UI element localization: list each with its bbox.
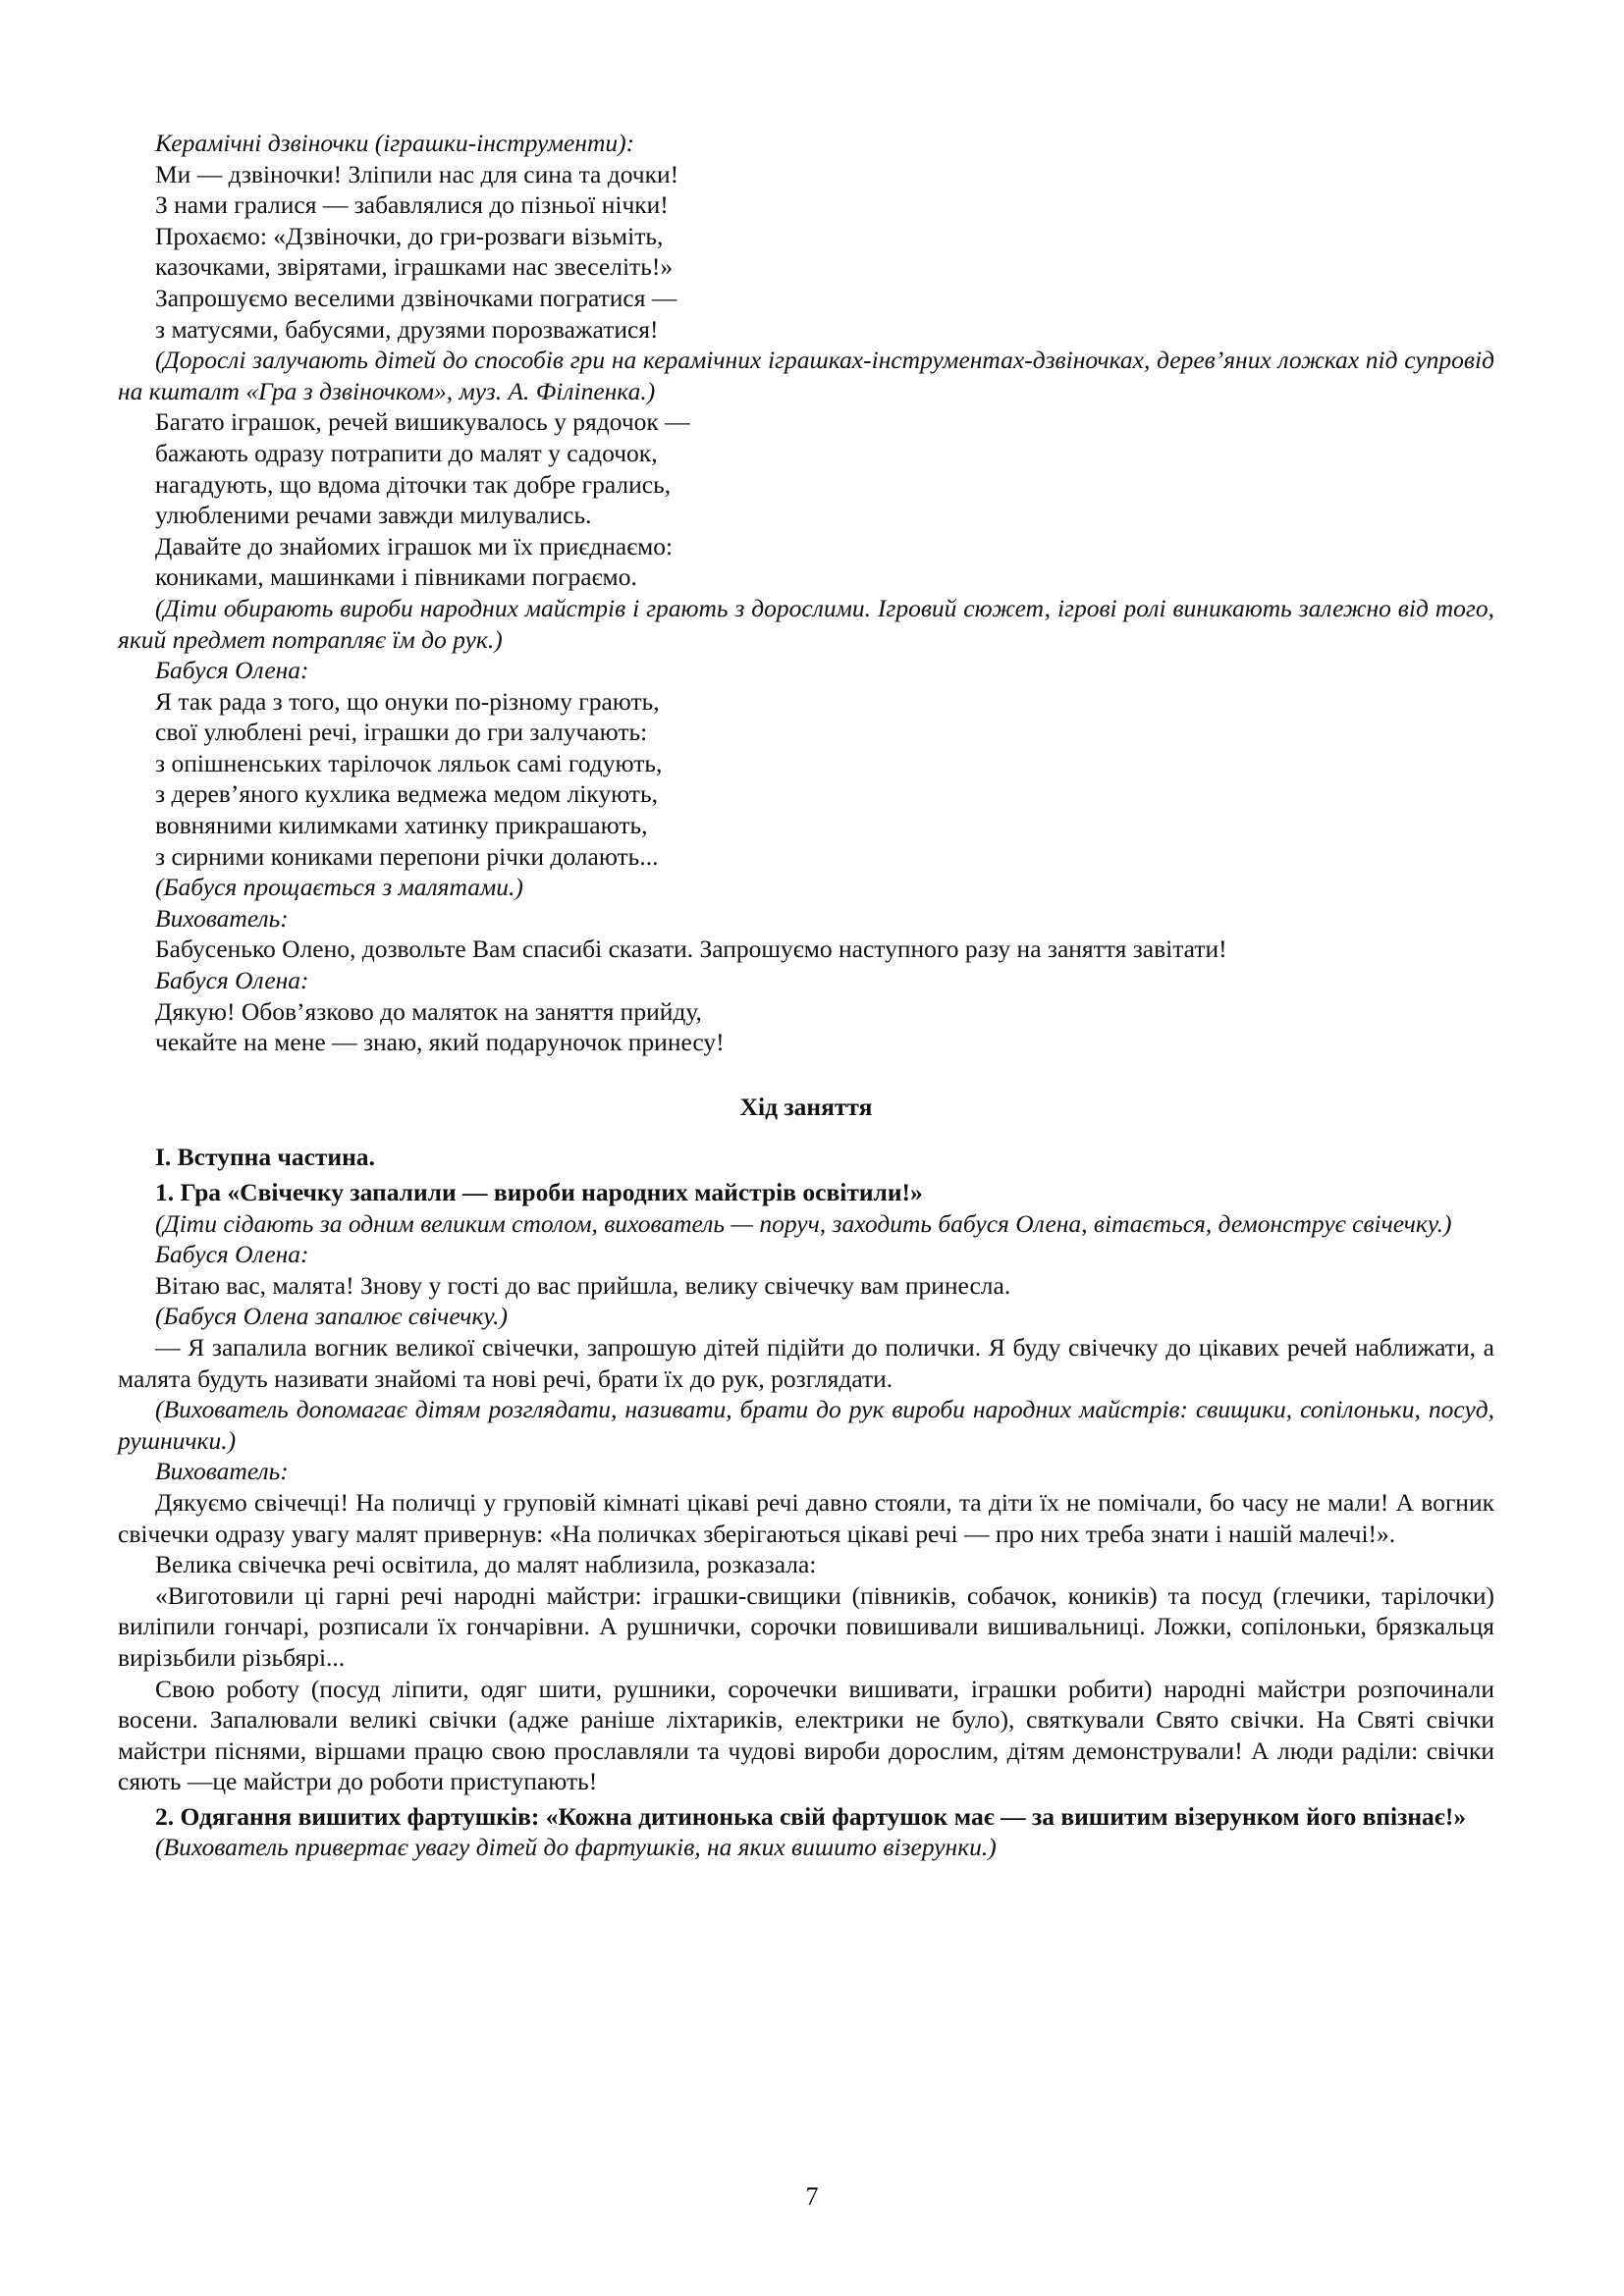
verse-line: з дерев’яного кухлика ведмежа медом лікують, bbox=[155, 779, 658, 809]
verse-line: З нами гралися — забавлялися до пізньої нічки! bbox=[155, 190, 669, 220]
game-title: 2. Одягання вишитих фартушків: «Кожна дитинонька свій фартушок має — за вишитим візерунком його впізнає!» bbox=[155, 1801, 1467, 1831]
speaker-label: Вихователь: bbox=[155, 903, 289, 933]
verse-line: Ми — дзвіночки! Зліпили нас для сина та дочки! bbox=[155, 159, 679, 188]
speaker-label: Керамічні дзвіночки (іграшки-інструменти): bbox=[155, 129, 635, 157]
document-page bbox=[118, 128, 1494, 1863]
stage-direction: (Діти обирають вироби народних майстрів і грають з дорослими. Ігровий сюжет, ігрові ролі виникають залежно від того, який предмет потрапляє їм до рук.) bbox=[118, 593, 1494, 654]
verse-line: Давайте до знайомих іграшок ми їх приєднаємо: bbox=[155, 531, 674, 561]
stage-direction: (Вихователь привертає увагу дітей до фартушків, на яких вишито візерунки.) bbox=[155, 1833, 997, 1862]
grandma-verse bbox=[118, 686, 1494, 873]
verse-line: улюбленими речами завжди милувались. bbox=[155, 501, 592, 530]
verse-line: Дякую! Обов’язково до маляток на заняття прийду, bbox=[155, 996, 702, 1026]
dialogue-paragraph: Дякуємо свічечці! На поличці у груповій кімнаті цікаві речі давно стояли, та діти їх не помічали, бо часу не мали! А вогник свічечки одразу увагу малят привернув: «На поличках зберігаються цікаві речі — про них треба знати і нашій малечі!». bbox=[118, 1487, 1494, 1548]
verse-line: Багато іграшок, речей вишикувалось у рядочок — bbox=[155, 407, 690, 437]
dialogue-paragraph: Свою роботу (посуд ліпити, одяг шити, рушники, сорочечки вишивати, іграшки робити) народні майстри розпочинали восени. Запалювали великі свічки (адже раніше ліхтариків, електрики не було), святкували Свято свічки. На Святі свічки майстри піснями, віршами працю свою прославляли та чудові вироби дорослим, дітям демонстрували! А люди раділи: свічки сяють —це майстри до роботи приступають! bbox=[118, 1674, 1494, 1796]
verse-line: з сирними кониками перепони річки долають... bbox=[155, 841, 659, 871]
verse-line: бажають одразу потрапити до малят у садочок, bbox=[155, 438, 658, 467]
bells-verse bbox=[118, 159, 1494, 346]
game-title: 1. Гра «Свічечку запалили — вироби народних майстрів освітили!» bbox=[155, 1178, 923, 1206]
verse-line: свої улюблені речі, іграшки до гри залучають: bbox=[155, 718, 648, 747]
verse-line: чекайте на мене — знаю, який подаруночок принесу! bbox=[155, 1028, 725, 1057]
verse-line: казочками, звірятами, іграшками нас звеселіть!» bbox=[155, 252, 674, 282]
speaker-label: Бабуся Олена: bbox=[155, 966, 309, 995]
stage-direction: (Бабуся прощається з малятами.) bbox=[155, 873, 523, 902]
verse-line: з матусями, бабусями, друзями порозважатися! bbox=[155, 314, 659, 344]
stage-direction: (Діти сідають за одним великим столом, вихователь — поруч, заходить бабуся Олена, вітається, демонструє свічечку.) bbox=[155, 1208, 1452, 1238]
part-heading: І. Вступна частина. bbox=[155, 1143, 375, 1172]
dialogue-line: Бабусенько Олено, дозвольте Вам спасибі сказати. Запрошуємо наступного разу на заняття завітати! bbox=[155, 934, 1227, 964]
speaker-label: Бабуся Олена: bbox=[155, 656, 309, 685]
section-heading: Хід заняття bbox=[739, 1092, 873, 1121]
verse-line: Запрошуємо веселими дзвіночками погратися — bbox=[155, 283, 677, 312]
dialogue-paragraph: — Я запалила вогник великої свічечки, запрошую дітей підійти до полички. Я буду свічечку до цікавих речей наближати, а малята будуть називати знайомі та нові речі, брати їх до рук, розглядати. bbox=[118, 1332, 1494, 1393]
verse-line: з опішненських тарілочок ляльок самі годують, bbox=[155, 748, 663, 777]
toys-verse bbox=[118, 406, 1494, 593]
verse-line: Я так рада з того, що онуки по-різному грають, bbox=[155, 686, 660, 716]
stage-direction: (Дорослі залучають дітей до способів гри на керамічних іграшках-інструментах-дзвіночках, дерев’яних ложках під супровід на кшталт «Гра з дзвіночком», муз. А. Філіпенка.) bbox=[118, 346, 1494, 405]
dialogue-paragraph: Вітаю вас, малята! Знову у гості до вас прийшла, велику свічечку вам принесла. bbox=[155, 1270, 1011, 1300]
speaker-label: Вихователь: bbox=[155, 1457, 289, 1486]
stage-direction: (Вихователь допомагає дітям розглядати, називати, брати до рук вироби народних майстрів: свищики, сопілоньки, посуд, рушнички.) bbox=[118, 1395, 1494, 1455]
verse-line: кониками, машинками і півниками пограємо. bbox=[155, 562, 637, 592]
verse-line: Прохаємо: «Дзвіночки, до гри-розваги візьміть, bbox=[155, 221, 664, 250]
dialogue-paragraph: Велика свічечка речі освітила, до малят наблизила, розказала: bbox=[155, 1550, 817, 1579]
page-number: 7 bbox=[805, 2182, 819, 2211]
stage-direction: (Бабуся Олена запалює свічечку.) bbox=[155, 1302, 508, 1331]
dialogue-paragraph: «Виготовили ці гарні речі народні майстри: іграшки-свищики (півників, собачок, коників) та посуд (глечики, тарілочки) виліпили гончарі, розписали їх гончарівни. А рушнички, сорочки повишивали вишивальниці. Ложки, сопілоньки, брязкальця вирізьбили різьбярі... bbox=[118, 1580, 1494, 1672]
verse-line: вовняними килимками хатинку прикрашають, bbox=[155, 811, 648, 840]
verse-line: нагадують, що вдома діточки так добре грались, bbox=[155, 469, 672, 499]
speaker-label: Бабуся Олена: bbox=[155, 1240, 309, 1269]
